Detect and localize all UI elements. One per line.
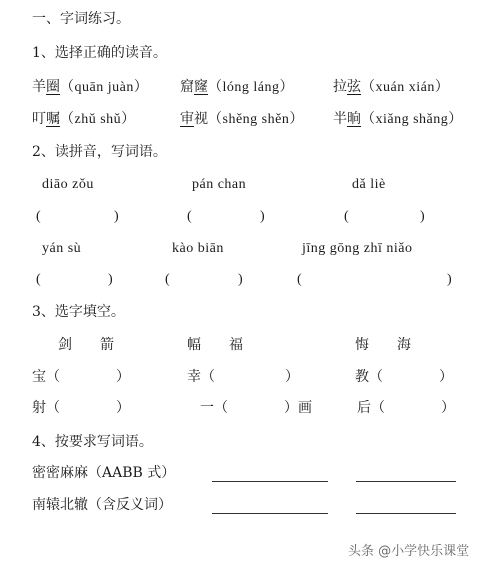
fill-blank[interactable]: 幸（ ）: [187, 369, 299, 385]
answer-paren-open[interactable]: (: [36, 272, 42, 287]
fill-blank[interactable]: 一（ ）画: [200, 400, 312, 416]
task-label: 南辕北辙（含反义词）: [32, 497, 172, 513]
pinyin-prompt: kào biān: [172, 241, 224, 256]
s1-item: 拉弦（xuán xián）: [333, 79, 450, 95]
answer-line[interactable]: [356, 513, 456, 514]
pinyin-prompt: pán chan: [192, 177, 247, 192]
answer-paren-close[interactable]: ): [420, 209, 426, 224]
section-2-heading: 2、读拼音，写词语。: [32, 144, 167, 160]
answer-line[interactable]: [212, 481, 328, 482]
answer-paren-close[interactable]: ): [108, 272, 114, 287]
answer-line[interactable]: [356, 481, 456, 482]
s1-item: 羊圈（quān juàn）: [32, 79, 149, 95]
s1-item: 审视（shěng shěn）: [180, 111, 304, 127]
task-label: 密密麻麻（AABB 式）: [32, 465, 176, 481]
char-choices: 悔 海: [355, 337, 411, 353]
answer-line[interactable]: [212, 513, 328, 514]
char-choices: 幅 福: [187, 337, 243, 353]
fill-blank[interactable]: 教（ ）: [355, 369, 453, 385]
pinyin-prompt: diāo zǒu: [42, 177, 94, 192]
answer-paren-close[interactable]: ): [260, 209, 266, 224]
fill-blank[interactable]: 射（ ）: [32, 400, 130, 416]
answer-paren-open[interactable]: (: [344, 209, 350, 224]
section-1-heading: 1、选择正确的读音。: [32, 45, 167, 61]
section-3-heading: 3、选字填空。: [32, 304, 125, 320]
pinyin-prompt: yán sù: [42, 241, 82, 256]
answer-paren-close[interactable]: ): [447, 272, 453, 287]
answer-paren-open[interactable]: (: [36, 209, 42, 224]
char-choices: 剑 箭: [58, 337, 114, 353]
answer-paren-open[interactable]: (: [187, 209, 193, 224]
fill-blank[interactable]: 后（ ）: [357, 400, 455, 416]
watermark: 头条 @小学快乐课堂: [348, 544, 470, 559]
s1-item: 半晌（xiǎng shǎng）: [333, 111, 463, 127]
section-4-heading: 4、按要求写词语。: [32, 434, 153, 450]
pinyin-prompt: dǎ liè: [352, 177, 386, 192]
pinyin-prompt: jīng gōng zhī niǎo: [302, 241, 413, 256]
s1-item: 叮嘱（zhǔ shǔ）: [32, 111, 136, 127]
worksheet-title: 一、字词练习。: [32, 11, 130, 27]
answer-paren-close[interactable]: ): [238, 272, 244, 287]
s1-item: 窟窿（lóng láng）: [180, 79, 294, 95]
answer-paren-open[interactable]: (: [297, 272, 303, 287]
answer-paren-close[interactable]: ): [114, 209, 120, 224]
answer-paren-open[interactable]: (: [165, 272, 171, 287]
fill-blank[interactable]: 宝（ ）: [32, 369, 130, 385]
